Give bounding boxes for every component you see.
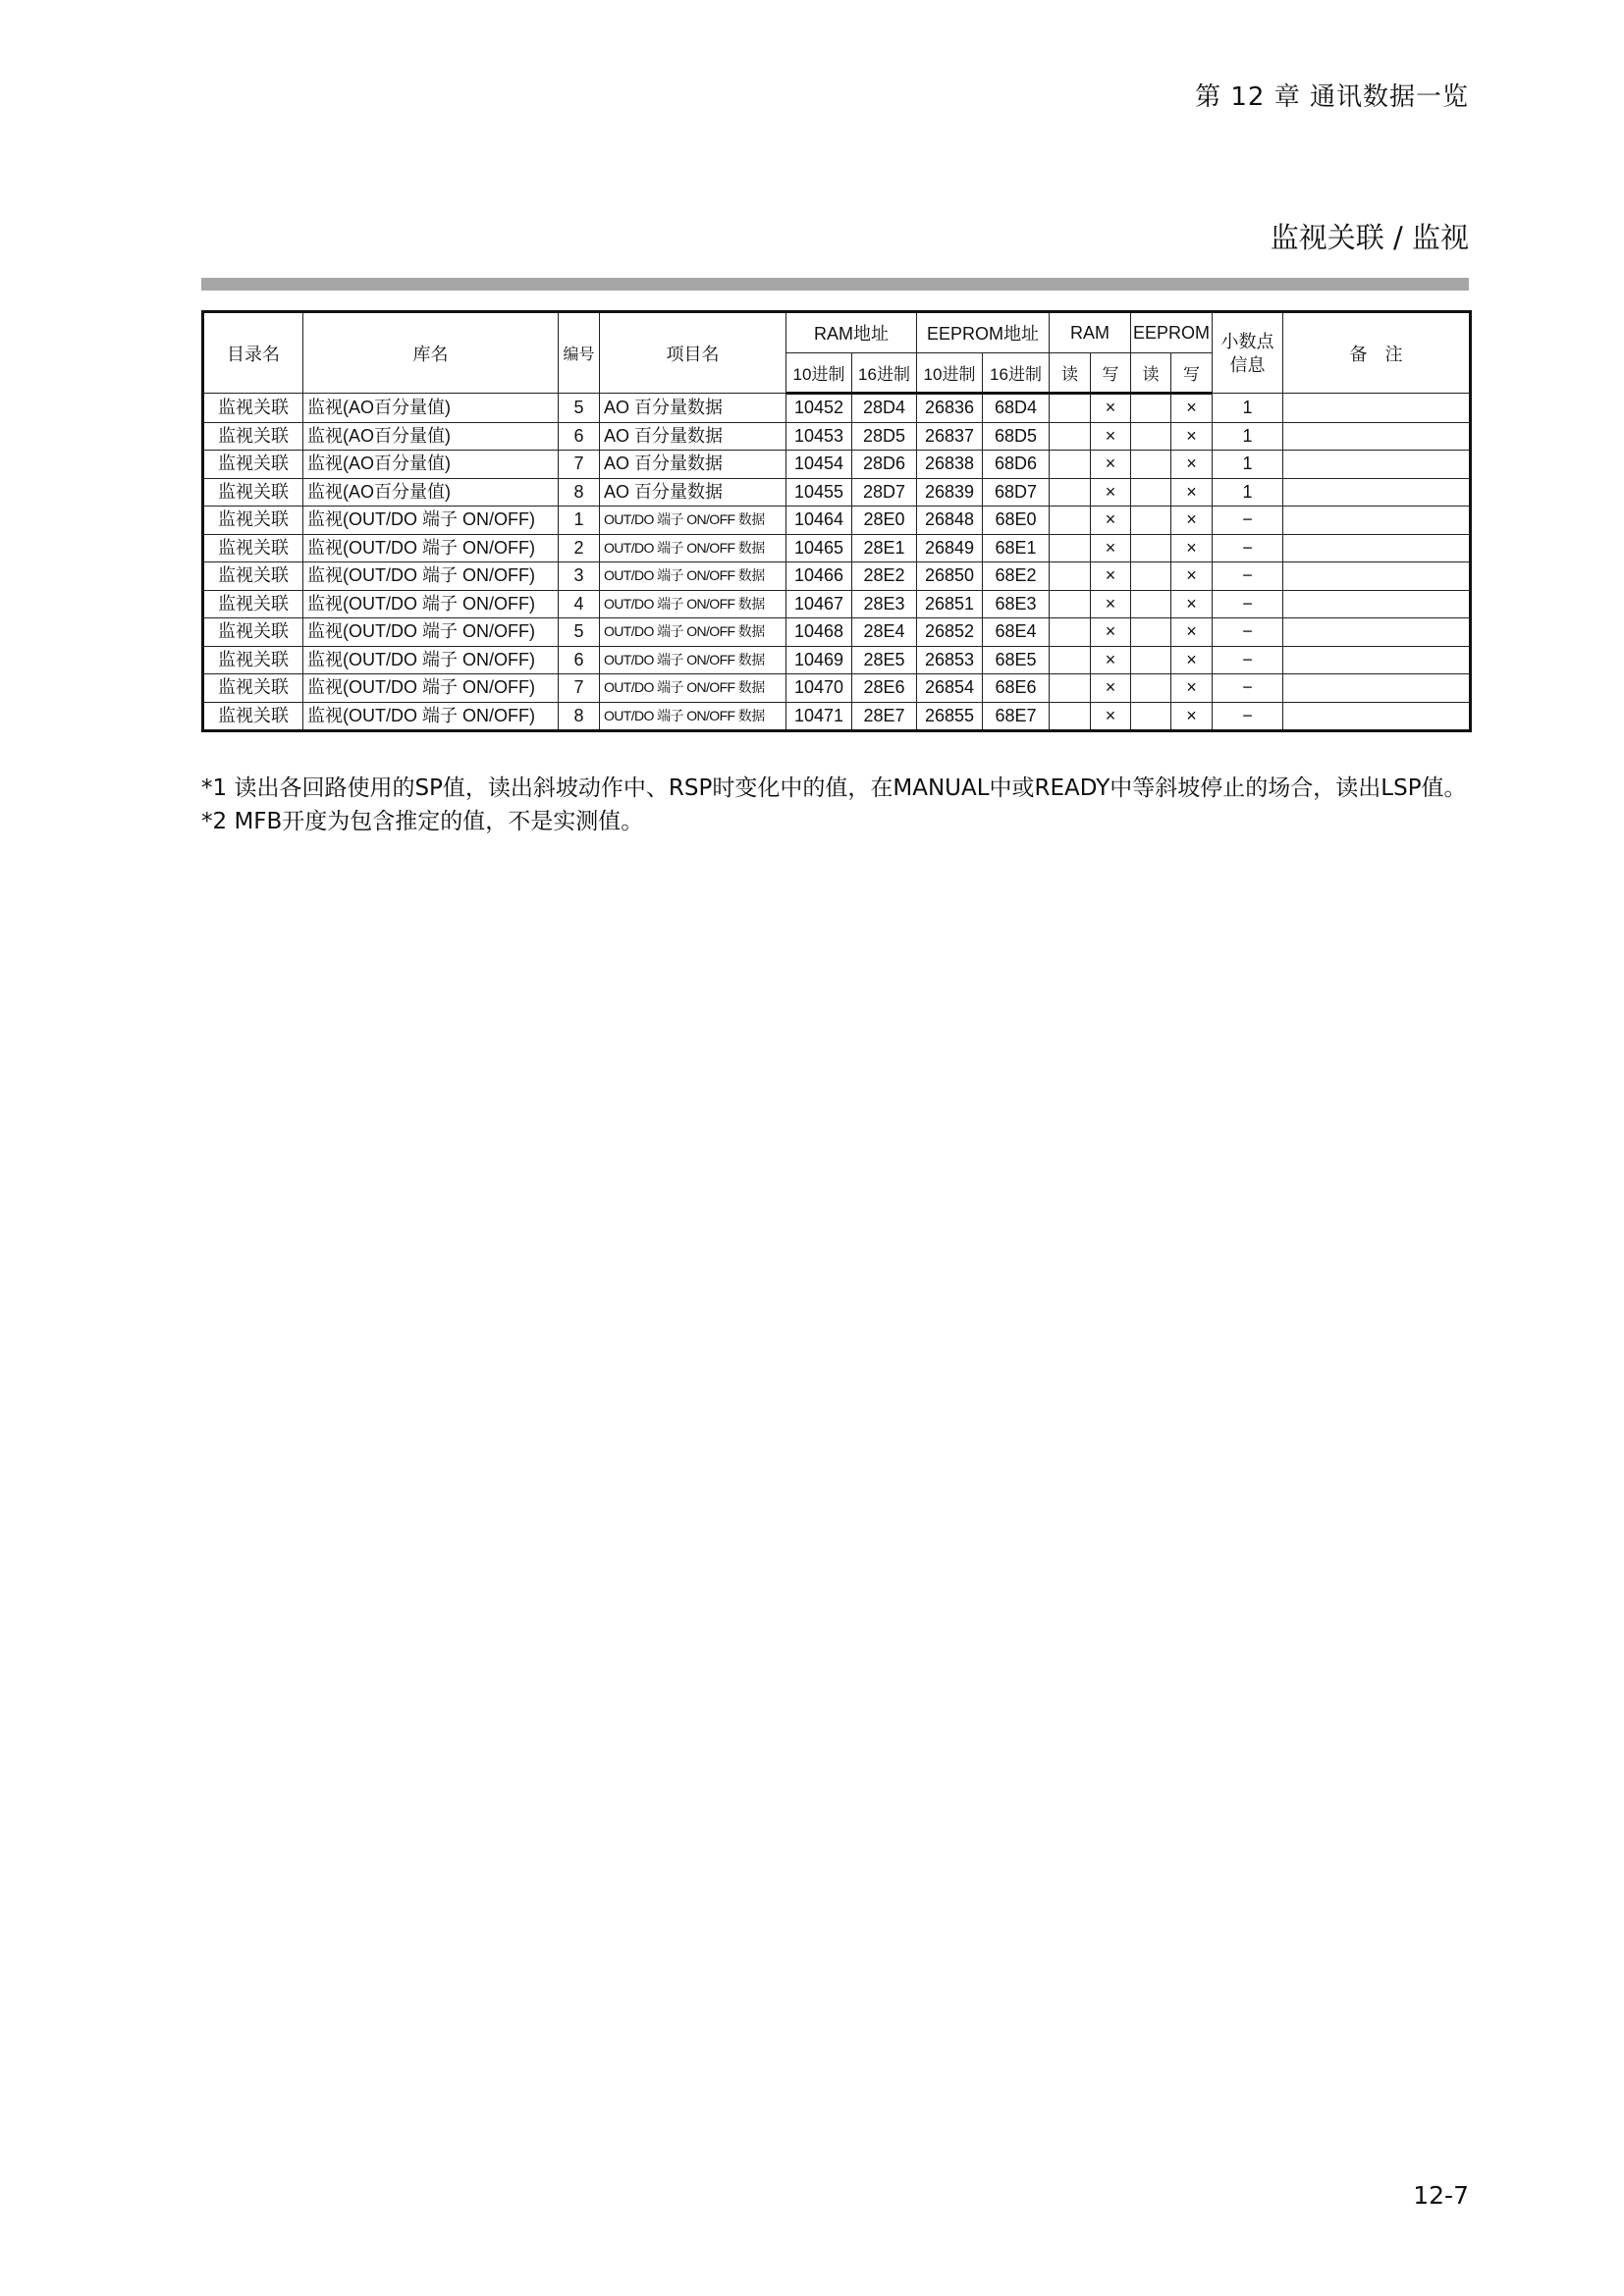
ram-write-cell: × xyxy=(1091,507,1131,535)
eeprom-read-cell xyxy=(1131,422,1171,451)
eeprom-read-cell xyxy=(1131,507,1171,535)
ram-dec-cell: 10464 xyxy=(786,507,852,535)
ram-write-cell: × xyxy=(1091,674,1131,703)
item-cell: OUT/DO 端子 ON/OFF 数据 xyxy=(600,590,786,618)
library-cell: 监视(OUT/DO 端子 ON/OFF) xyxy=(303,590,559,618)
eeprom-write-cell: × xyxy=(1171,646,1213,674)
category-cell: 监视关联 xyxy=(203,507,303,535)
number-cell: 2 xyxy=(559,534,600,562)
decimal-cell: − xyxy=(1213,674,1283,703)
chapter-title: 第 12 章 通讯数据一览 xyxy=(1195,82,1469,112)
ram-read-cell xyxy=(1050,451,1091,479)
header-ram-hex: 16进制 xyxy=(852,353,917,394)
ram-dec-cell: 10453 xyxy=(786,422,852,451)
ram-read-cell xyxy=(1050,674,1091,703)
ram-dec-cell: 10469 xyxy=(786,646,852,674)
header-eeprom-write: 写 xyxy=(1171,353,1213,394)
eeprom-dec-cell: 26848 xyxy=(917,507,983,535)
ram-dec-cell: 10466 xyxy=(786,562,852,591)
decimal-cell: 1 xyxy=(1213,422,1283,451)
item-cell: OUT/DO 端子 ON/OFF 数据 xyxy=(600,702,786,731)
section-title: 监视关联 / 监视 xyxy=(1270,221,1469,254)
ram-hex-cell: 28E1 xyxy=(852,534,917,562)
communication-data-table xyxy=(201,310,1472,732)
eeprom-dec-cell: 26853 xyxy=(917,646,983,674)
eeprom-hex-cell: 68E4 xyxy=(983,618,1050,647)
ram-hex-cell: 28E2 xyxy=(852,562,917,591)
ram-read-cell xyxy=(1050,590,1091,618)
eeprom-read-cell xyxy=(1131,534,1171,562)
remarks-cell xyxy=(1283,451,1471,479)
item-cell: OUT/DO 端子 ON/OFF 数据 xyxy=(600,618,786,647)
decimal-cell: − xyxy=(1213,534,1283,562)
eeprom-read-cell xyxy=(1131,478,1171,507)
eeprom-dec-cell: 26855 xyxy=(917,702,983,731)
ram-dec-cell: 10454 xyxy=(786,451,852,479)
decimal-cell: − xyxy=(1213,590,1283,618)
category-cell: 监视关联 xyxy=(203,590,303,618)
number-cell: 6 xyxy=(559,422,600,451)
eeprom-hex-cell: 68E3 xyxy=(983,590,1050,618)
category-cell: 监视关联 xyxy=(203,702,303,731)
table-row xyxy=(203,674,1471,703)
decimal-cell: 1 xyxy=(1213,478,1283,507)
header-ram-dec: 10进制 xyxy=(786,353,852,394)
item-cell: AO 百分量数据 xyxy=(600,451,786,479)
ram-read-cell xyxy=(1050,646,1091,674)
ram-hex-cell: 28E0 xyxy=(852,507,917,535)
header-decimal-info: 小数点信息 xyxy=(1213,312,1283,394)
ram-hex-cell: 28E7 xyxy=(852,702,917,731)
table-row xyxy=(203,646,1471,674)
number-cell: 8 xyxy=(559,702,600,731)
number-cell: 3 xyxy=(559,562,600,591)
header-remarks: 备 注 xyxy=(1283,312,1471,394)
eeprom-read-cell xyxy=(1131,674,1171,703)
number-cell: 7 xyxy=(559,451,600,479)
ram-read-cell xyxy=(1050,394,1091,423)
ram-hex-cell: 28E6 xyxy=(852,674,917,703)
eeprom-hex-cell: 68E2 xyxy=(983,562,1050,591)
ram-read-cell xyxy=(1050,534,1091,562)
eeprom-write-cell: × xyxy=(1171,507,1213,535)
item-cell: AO 百分量数据 xyxy=(600,478,786,507)
ram-dec-cell: 10468 xyxy=(786,618,852,647)
library-cell: 监视(AO百分量值) xyxy=(303,394,559,423)
table-body xyxy=(203,394,1471,731)
category-cell: 监视关联 xyxy=(203,422,303,451)
ram-write-cell: × xyxy=(1091,451,1131,479)
eeprom-dec-cell: 26850 xyxy=(917,562,983,591)
category-cell: 监视关联 xyxy=(203,674,303,703)
ram-dec-cell: 10471 xyxy=(786,702,852,731)
table-row xyxy=(203,394,1471,423)
eeprom-write-cell: × xyxy=(1171,674,1213,703)
eeprom-dec-cell: 26837 xyxy=(917,422,983,451)
remarks-cell xyxy=(1283,478,1471,507)
header-eeprom-read: 读 xyxy=(1131,353,1171,394)
category-cell: 监视关联 xyxy=(203,394,303,423)
eeprom-dec-cell: 26836 xyxy=(917,394,983,423)
eeprom-dec-cell: 26851 xyxy=(917,590,983,618)
decimal-cell: − xyxy=(1213,702,1283,731)
decimal-cell: − xyxy=(1213,507,1283,535)
remarks-cell xyxy=(1283,562,1471,591)
category-cell: 监视关联 xyxy=(203,534,303,562)
eeprom-read-cell xyxy=(1131,618,1171,647)
header-category: 目录名 xyxy=(203,312,303,394)
ram-hex-cell: 28D6 xyxy=(852,451,917,479)
ram-hex-cell: 28D4 xyxy=(852,394,917,423)
eeprom-hex-cell: 68E1 xyxy=(983,534,1050,562)
ram-hex-cell: 28D7 xyxy=(852,478,917,507)
remarks-cell xyxy=(1283,674,1471,703)
category-cell: 监视关联 xyxy=(203,451,303,479)
eeprom-read-cell xyxy=(1131,590,1171,618)
header-item: 项目名 xyxy=(600,312,786,394)
number-cell: 8 xyxy=(559,478,600,507)
category-cell: 监视关联 xyxy=(203,646,303,674)
eeprom-read-cell xyxy=(1131,702,1171,731)
eeprom-write-cell: × xyxy=(1171,562,1213,591)
ram-write-cell: × xyxy=(1091,478,1131,507)
ram-read-cell xyxy=(1050,618,1091,647)
number-cell: 6 xyxy=(559,646,600,674)
item-cell: OUT/DO 端子 ON/OFF 数据 xyxy=(600,674,786,703)
number-cell: 5 xyxy=(559,394,600,423)
number-cell: 4 xyxy=(559,590,600,618)
library-cell: 监视(OUT/DO 端子 ON/OFF) xyxy=(303,618,559,647)
ram-write-cell: × xyxy=(1091,394,1131,423)
number-cell: 7 xyxy=(559,674,600,703)
library-cell: 监视(OUT/DO 端子 ON/OFF) xyxy=(303,646,559,674)
eeprom-write-cell: × xyxy=(1171,702,1213,731)
eeprom-hex-cell: 68D4 xyxy=(983,394,1050,423)
item-cell: AO 百分量数据 xyxy=(600,422,786,451)
ram-read-cell xyxy=(1050,562,1091,591)
eeprom-write-cell: × xyxy=(1171,451,1213,479)
ram-hex-cell: 28E3 xyxy=(852,590,917,618)
table-row xyxy=(203,478,1471,507)
header-eeprom-dec: 10进制 xyxy=(917,353,983,394)
header-number: 编号 xyxy=(559,312,600,394)
decimal-cell: − xyxy=(1213,646,1283,674)
ram-dec-cell: 10470 xyxy=(786,674,852,703)
header-ram-read: 读 xyxy=(1050,353,1091,394)
number-cell: 1 xyxy=(559,507,600,535)
item-cell: OUT/DO 端子 ON/OFF 数据 xyxy=(600,562,786,591)
eeprom-read-cell xyxy=(1131,451,1171,479)
footnote-2: *2 MFB开度为包含推定的值，不是实测值。 xyxy=(201,809,644,834)
eeprom-dec-cell: 26849 xyxy=(917,534,983,562)
header-eeprom-hex: 16进制 xyxy=(983,353,1050,394)
eeprom-write-cell: × xyxy=(1171,478,1213,507)
eeprom-hex-cell: 68E7 xyxy=(983,702,1050,731)
decimal-cell: − xyxy=(1213,562,1283,591)
table-row xyxy=(203,590,1471,618)
eeprom-dec-cell: 26852 xyxy=(917,618,983,647)
category-cell: 监视关联 xyxy=(203,618,303,647)
decimal-cell: 1 xyxy=(1213,451,1283,479)
page-number: 12-7 xyxy=(1413,2181,1469,2210)
eeprom-dec-cell: 26854 xyxy=(917,674,983,703)
ram-dec-cell: 10465 xyxy=(786,534,852,562)
number-cell: 5 xyxy=(559,618,600,647)
remarks-cell xyxy=(1283,702,1471,731)
ram-write-cell: × xyxy=(1091,590,1131,618)
library-cell: 监视(AO百分量值) xyxy=(303,451,559,479)
remarks-cell xyxy=(1283,422,1471,451)
eeprom-hex-cell: 68D7 xyxy=(983,478,1050,507)
header-ram-address: RAM地址 xyxy=(786,312,917,353)
library-cell: 监视(OUT/DO 端子 ON/OFF) xyxy=(303,562,559,591)
ram-read-cell xyxy=(1050,422,1091,451)
library-cell: 监视(OUT/DO 端子 ON/OFF) xyxy=(303,507,559,535)
header-divider xyxy=(201,278,1469,291)
remarks-cell xyxy=(1283,590,1471,618)
ram-write-cell: × xyxy=(1091,562,1131,591)
item-cell: AO 百分量数据 xyxy=(600,394,786,423)
header-ram-write: 写 xyxy=(1091,353,1131,394)
item-cell: OUT/DO 端子 ON/OFF 数据 xyxy=(600,646,786,674)
ram-read-cell xyxy=(1050,702,1091,731)
library-cell: 监视(OUT/DO 端子 ON/OFF) xyxy=(303,534,559,562)
table-row xyxy=(203,422,1471,451)
header-eeprom-address: EEPROM地址 xyxy=(917,312,1050,353)
ram-read-cell xyxy=(1050,507,1091,535)
decimal-cell: − xyxy=(1213,618,1283,647)
footnote-1: *1 读出各回路使用的SP值，读出斜坡动作中、RSP时变化中的值，在MANUAL中或READY中等斜坡停止的场合，读出LSP值。 xyxy=(201,775,1467,801)
library-cell: 监视(AO百分量值) xyxy=(303,478,559,507)
eeprom-write-cell: × xyxy=(1171,534,1213,562)
ram-dec-cell: 10467 xyxy=(786,590,852,618)
remarks-cell xyxy=(1283,618,1471,647)
eeprom-hex-cell: 68E5 xyxy=(983,646,1050,674)
eeprom-write-cell: × xyxy=(1171,590,1213,618)
ram-write-cell: × xyxy=(1091,702,1131,731)
remarks-cell xyxy=(1283,646,1471,674)
item-cell: OUT/DO 端子 ON/OFF 数据 xyxy=(600,507,786,535)
ram-write-cell: × xyxy=(1091,618,1131,647)
eeprom-hex-cell: 68E6 xyxy=(983,674,1050,703)
ram-hex-cell: 28D5 xyxy=(852,422,917,451)
eeprom-write-cell: × xyxy=(1171,618,1213,647)
ram-dec-cell: 10455 xyxy=(786,478,852,507)
eeprom-read-cell xyxy=(1131,394,1171,423)
ram-write-cell: × xyxy=(1091,534,1131,562)
table-row xyxy=(203,534,1471,562)
header-ram: RAM xyxy=(1050,312,1131,353)
header-library: 库名 xyxy=(303,312,559,394)
library-cell: 监视(OUT/DO 端子 ON/OFF) xyxy=(303,674,559,703)
header-eeprom: EEPROM xyxy=(1131,312,1213,353)
eeprom-hex-cell: 68D5 xyxy=(983,422,1050,451)
eeprom-write-cell: × xyxy=(1171,422,1213,451)
remarks-cell xyxy=(1283,534,1471,562)
category-cell: 监视关联 xyxy=(203,478,303,507)
eeprom-read-cell xyxy=(1131,646,1171,674)
remarks-cell xyxy=(1283,507,1471,535)
eeprom-dec-cell: 26838 xyxy=(917,451,983,479)
eeprom-write-cell: × xyxy=(1171,394,1213,423)
table-row xyxy=(203,451,1471,479)
ram-write-cell: × xyxy=(1091,422,1131,451)
eeprom-read-cell xyxy=(1131,562,1171,591)
library-cell: 监视(AO百分量值) xyxy=(303,422,559,451)
ram-dec-cell: 10452 xyxy=(786,394,852,423)
category-cell: 监视关联 xyxy=(203,562,303,591)
table-row xyxy=(203,702,1471,731)
table-row xyxy=(203,507,1471,535)
ram-hex-cell: 28E5 xyxy=(852,646,917,674)
table-row xyxy=(203,562,1471,591)
table-row xyxy=(203,618,1471,647)
item-cell: OUT/DO 端子 ON/OFF 数据 xyxy=(600,534,786,562)
ram-hex-cell: 28E4 xyxy=(852,618,917,647)
eeprom-hex-cell: 68E0 xyxy=(983,507,1050,535)
library-cell: 监视(OUT/DO 端子 ON/OFF) xyxy=(303,702,559,731)
footnotes xyxy=(201,772,1478,838)
eeprom-dec-cell: 26839 xyxy=(917,478,983,507)
ram-write-cell: × xyxy=(1091,646,1131,674)
ram-read-cell xyxy=(1050,478,1091,507)
eeprom-hex-cell: 68D6 xyxy=(983,451,1050,479)
decimal-cell: 1 xyxy=(1213,394,1283,423)
remarks-cell xyxy=(1283,394,1471,423)
